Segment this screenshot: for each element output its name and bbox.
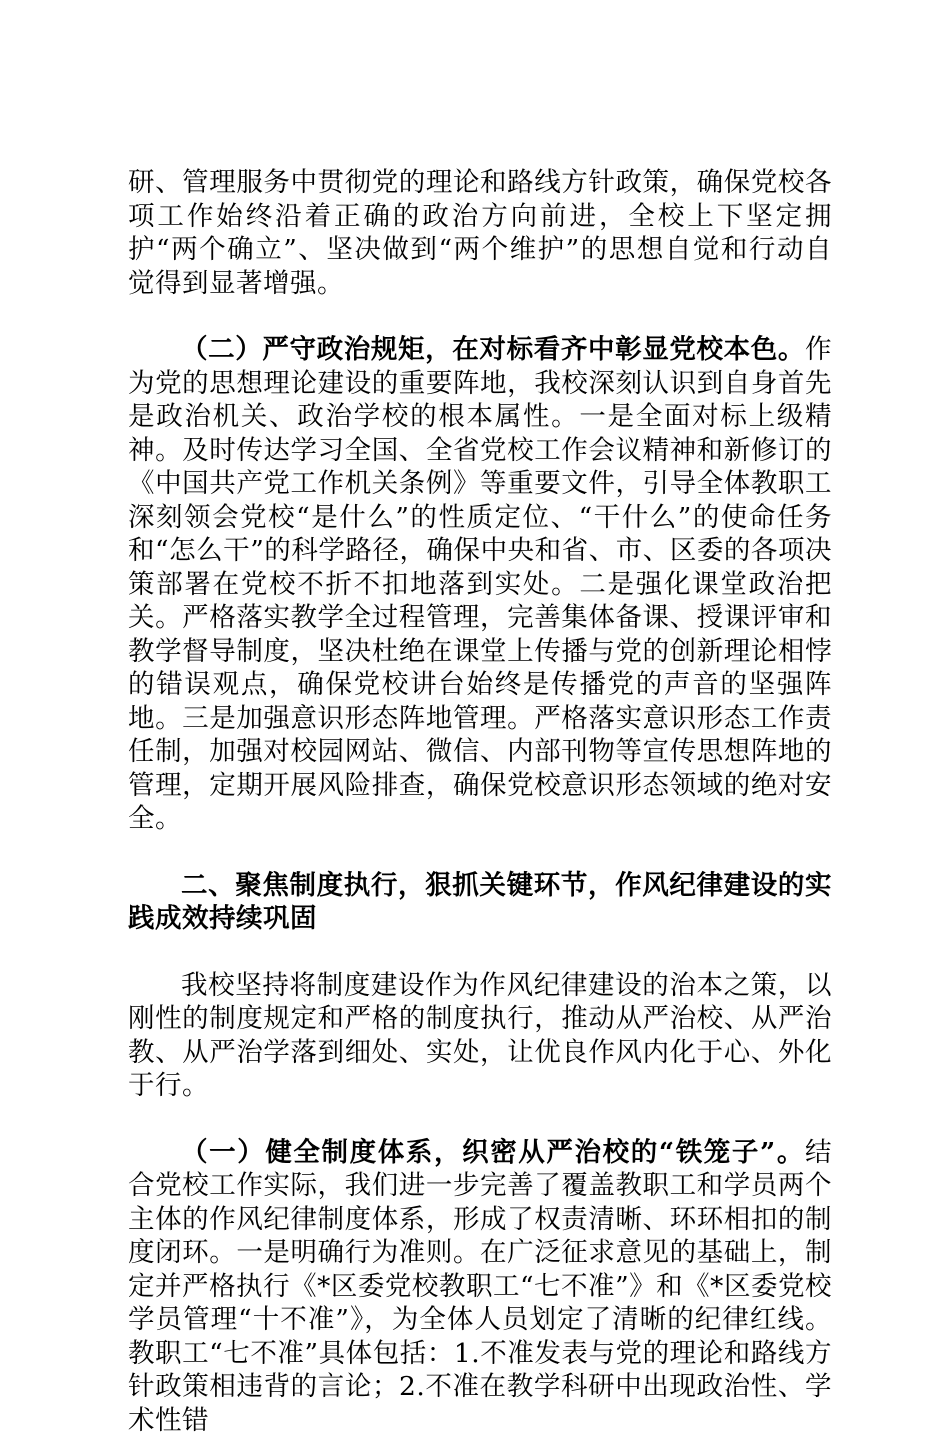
paragraph-continued: 研、管理服务中贯彻党的理论和路线方针政策，确保党校各项工作始终沿着正确的政治方向前进，全校上下坚定拥护“两个确立”、坚决做到“两个维护”的思想自觉和行动自觉得到显著增强。 [128,166,832,300]
document-page [128,166,832,1437]
subsection-heading-2: （二）严守政治规矩，在对标看齐中彰显党校本色。 [181,334,805,365]
paragraph-system-building: 我校坚持将制度建设作为作风纪律建设的治本之策，以刚性的制度规定和严格的制度执行，推动从严治校、从严治教、从严治学落到细处、实处，让优良作风内化于心、外化于行。 [128,969,832,1103]
paragraph-spacer [128,836,832,869]
paragraph-political-rules [128,333,832,836]
paragraph-spacer [128,1103,832,1136]
subsection-heading-1: （一）健全制度体系，织密从严治校的“铁笼子”。 [181,1137,805,1168]
paragraph-spacer [128,300,832,333]
paragraph-spacer [128,936,832,969]
section-heading-2: 二、聚焦制度执行，狠抓关键环节，作风纪律建设的实践成效持续巩固 [128,869,832,936]
paragraph-system-improvement [128,1136,832,1437]
paragraph-body: 作为党的思想理论建设的重要阵地，我校深刻认识到自身首先是政治机关、政治学校的根本属性。一是全面对标上级精神。及时传达学习全国、全省党校工作会议精神和新修订的《中国共产党工作机关条例》等重要文件，引导全体教职工深刻领会党校“是什么”的性质定位、“干什么”的使命任务和“怎么干”的科学路径，确保中央和省、市、区委的各项决策部署在党校不折不扣地落到实处。二是强化课堂政治把关。严格落实教学全过程管理，完善集体备课、授课评审和教学督导制度，坚决杜绝在课堂上传播与党的创新理论相悖的错误观点，确保党校讲台始终是传播党的声音的坚强阵地。三是加强意识形态阵地管理。严格落实意识形态工作责任制，加强对校园网站、微信、内部刊物等宣传思想阵地的管理，定期开展风险排查，确保党校意识形态领域的绝对安全。 [128,334,832,834]
paragraph-body: 结合党校工作实际，我们进一步完善了覆盖教职工和学员两个主体的作风纪律制度体系，形成了权责清晰、环环相扣的制度闭环。一是明确行为准则。在广泛征求意见的基础上，制定并严格执行《*区委党校教职工“七不准”》和《*区委党校学员管理“十不准”》，为全体人员划定了清晰的纪律红线。教职工“七不准”具体包括：1.不准发表与党的理论和路线方针政策相违背的言论；2.不准在教学科研中出现政治性、学术性错 [128,1137,832,1436]
